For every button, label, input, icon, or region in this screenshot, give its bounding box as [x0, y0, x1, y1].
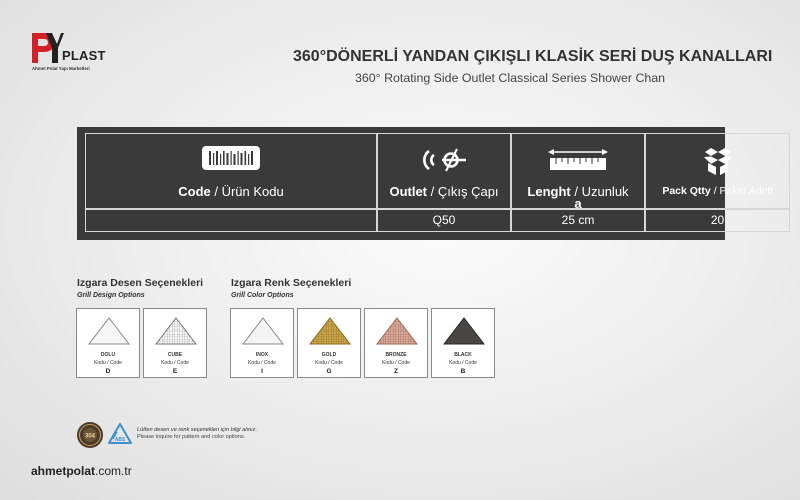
- swatch-code: G: [326, 368, 332, 375]
- header-code-label: Code / Ürün Kodu: [178, 184, 284, 199]
- abs-badge-label: ABS: [114, 437, 126, 443]
- swatch-code-label: Kodu / Code: [315, 360, 343, 366]
- steel-badge-label: 304: [84, 433, 96, 440]
- design-options-subtitle: Grill Design Options: [77, 292, 145, 299]
- swatch-color-inox[interactable]: [230, 308, 294, 378]
- swatch-code-label: Kodu / Code: [449, 360, 477, 366]
- swatch-code-label: Kodu / Code: [382, 360, 410, 366]
- swatch-code-label: Kodu / Code: [94, 360, 122, 366]
- design-options-title: Izgara Desen Seçenekleri: [77, 277, 204, 289]
- swatch-name: BLACK: [454, 352, 472, 358]
- swatch-code: I: [261, 368, 263, 375]
- barcode-icon: [86, 146, 376, 170]
- note-turkish: Lütfen desen ve renk seçenekleri için bilgi alınız.: [137, 427, 258, 433]
- swatch-design-dolu[interactable]: [76, 308, 140, 378]
- swatch-name: GOLD: [321, 352, 337, 358]
- swatch-name: BRONZE: [385, 352, 407, 358]
- note-english: Please inquire for pattern and color options.: [137, 434, 246, 440]
- swatch-color-bronze[interactable]: [364, 308, 428, 378]
- logo-mark: [30, 30, 64, 66]
- logo-brand-text: PLAST: [62, 48, 106, 63]
- swatch-color-black[interactable]: [431, 308, 495, 378]
- page-subtitle: 360° Rotating Side Outlet Classical Series Shower Chan: [355, 71, 666, 85]
- swatch-name: CUBE: [167, 352, 183, 358]
- swatch-name: DOLU: [100, 352, 116, 358]
- value-code: [85, 209, 377, 232]
- color-options-title: Izgara Renk Seçenekleri: [231, 277, 352, 289]
- package-icon: [646, 146, 789, 176]
- header-length-label: Lenght / Uzunluk: [527, 184, 629, 199]
- grill-dolu-icon: [85, 314, 133, 350]
- grill-cube-icon: [152, 314, 200, 350]
- header-length-sub: a: [574, 196, 582, 211]
- swatch-name: INOX: [255, 352, 269, 358]
- website-link[interactable]: ahmetpolat.com.tr: [31, 464, 132, 478]
- grill-gold-icon: [306, 314, 354, 350]
- swatch-code: D: [105, 368, 111, 375]
- color-options-subtitle: Grill Color Options: [231, 292, 294, 299]
- value-length: 25 cm: [511, 209, 645, 232]
- outlet-icon: [378, 146, 510, 174]
- grill-bronze-icon: [373, 314, 421, 350]
- stainless-steel-badge-icon: [76, 421, 104, 449]
- ruler-icon: [512, 146, 644, 174]
- brand-logo: [30, 30, 110, 75]
- header-length: [511, 133, 645, 209]
- value-pack: 20: [645, 209, 790, 232]
- abs-recycle-icon: [106, 421, 134, 449]
- logo-tagline: Ahmet Polat Yapı Marketleri: [32, 66, 90, 71]
- swatch-code-label: Kodu / Code: [161, 360, 189, 366]
- swatch-color-gold[interactable]: [297, 308, 361, 378]
- page-title: 360°DÖNERLİ YANDAN ÇIKIŞLI KLASİK SERİ DUŞ KANALLARI: [293, 48, 773, 65]
- grill-inox-icon: [239, 314, 287, 350]
- header-code: [85, 133, 377, 209]
- swatch-code: B: [460, 368, 466, 375]
- swatch-code-label: Kodu / Code: [248, 360, 276, 366]
- header-pack: [645, 133, 790, 209]
- header-outlet-label: Outlet / Çıkış Çapı: [389, 184, 499, 199]
- spec-table: [77, 127, 773, 240]
- header-outlet: [377, 133, 511, 209]
- value-outlet: Q50: [377, 209, 511, 232]
- swatch-design-cube[interactable]: [143, 308, 207, 378]
- swatch-code: Z: [394, 368, 398, 375]
- header-pack-label: Pack Qtty / Paket Adeti: [662, 185, 773, 197]
- grill-black-icon: [440, 314, 488, 350]
- swatch-code: E: [172, 368, 178, 375]
